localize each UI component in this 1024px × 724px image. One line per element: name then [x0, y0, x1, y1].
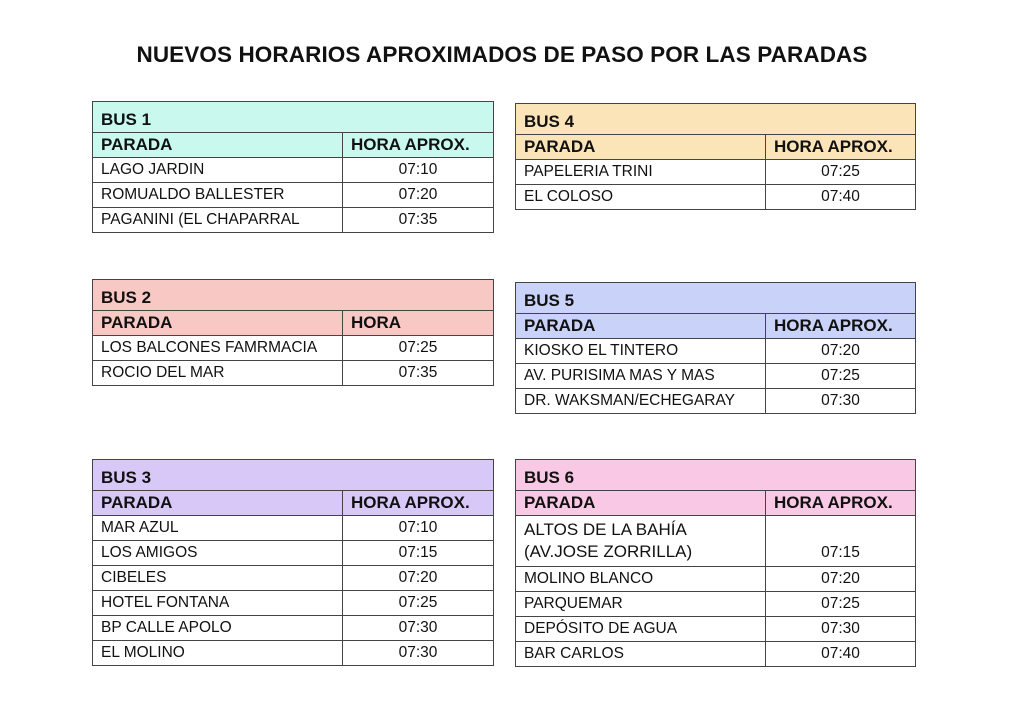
bus-5-table — [515, 282, 916, 414]
stop-name: CIBELES — [93, 566, 343, 591]
table-row — [516, 592, 916, 617]
table-row — [93, 158, 494, 183]
stop-name: EL MOLINO — [93, 641, 343, 666]
stop-time: 07:15 — [766, 516, 916, 567]
stop-time: 07:35 — [343, 361, 494, 386]
column-header-stop: PARADA — [516, 314, 766, 339]
bus-1-header-row — [93, 133, 494, 158]
table-row — [516, 567, 916, 592]
bus-3-table — [92, 459, 494, 666]
stop-name: PAPELERIA TRINI — [516, 160, 766, 185]
table-row — [93, 541, 494, 566]
stop-name: BP CALLE APOLO — [93, 616, 343, 641]
bus-2-header-row — [93, 311, 494, 336]
table-row — [516, 364, 916, 389]
bus-5-header-row — [516, 314, 916, 339]
column-header-stop: PARADA — [93, 491, 343, 516]
stop-name-line-2: (AV.JOSE ZORRILLA) — [524, 542, 693, 561]
table-row — [516, 160, 916, 185]
table-row — [93, 516, 494, 541]
table-row — [93, 361, 494, 386]
bus-5-title: BUS 5 — [516, 283, 916, 314]
stop-time: 07:25 — [766, 160, 916, 185]
stop-time: 07:25 — [343, 336, 494, 361]
table-row — [516, 617, 916, 642]
stop-time: 07:10 — [343, 158, 494, 183]
bus-5-title-row — [516, 283, 916, 314]
stop-time: 07:25 — [766, 364, 916, 389]
stop-name: EL COLOSO — [516, 185, 766, 210]
table-row — [516, 642, 916, 667]
column-header-stop: PARADA — [516, 491, 766, 516]
table-row — [93, 183, 494, 208]
column-header-stop: PARADA — [516, 135, 766, 160]
table-row — [93, 591, 494, 616]
stop-name: MOLINO BLANCO — [516, 567, 766, 592]
bus-3-header-row — [93, 491, 494, 516]
bus-1-title: BUS 1 — [93, 102, 494, 133]
stop-name: KIOSKO EL TINTERO — [516, 339, 766, 364]
stop-time: 07:30 — [766, 617, 916, 642]
column-header-time: HORA APROX. — [343, 491, 494, 516]
stop-name: DR. WAKSMAN/ECHEGARAY — [516, 389, 766, 414]
stop-name: ROMUALDO BALLESTER — [93, 183, 343, 208]
stop-time: 07:40 — [766, 185, 916, 210]
stop-name — [516, 516, 766, 567]
stop-time: 07:25 — [766, 592, 916, 617]
stop-time: 07:15 — [343, 541, 494, 566]
stop-name: PAGANINI (EL CHAPARRAL — [93, 208, 343, 233]
stop-time: 07:20 — [766, 567, 916, 592]
column-header-stop: PARADA — [93, 311, 343, 336]
table-row — [93, 641, 494, 666]
page-title: NUEVOS HORARIOS APROXIMADOS DE PASO POR LAS PARADAS — [136, 42, 868, 67]
stop-name: BAR CARLOS — [516, 642, 766, 667]
table-row — [93, 616, 494, 641]
stop-time: 07:20 — [343, 566, 494, 591]
stop-name: HOTEL FONTANA — [93, 591, 343, 616]
table-row — [93, 336, 494, 361]
bus-4-table — [515, 103, 916, 210]
stop-time: 07:30 — [343, 616, 494, 641]
stop-time: 07:35 — [343, 208, 494, 233]
bus-4-header-row — [516, 135, 916, 160]
table-row — [93, 208, 494, 233]
bus-6-title-row — [516, 460, 916, 491]
stop-name: LAGO JARDIN — [93, 158, 343, 183]
column-header-time: HORA APROX. — [766, 491, 916, 516]
stop-time: 07:30 — [766, 389, 916, 414]
table-row — [93, 566, 494, 591]
stop-name: PARQUEMAR — [516, 592, 766, 617]
column-header-time: HORA APROX. — [766, 314, 916, 339]
stop-time: 07:20 — [343, 183, 494, 208]
stop-name: DEPÓSITO DE AGUA — [516, 617, 766, 642]
bus-4-title: BUS 4 — [516, 104, 916, 135]
stop-time: 07:10 — [343, 516, 494, 541]
column-header-time: HORA APROX. — [766, 135, 916, 160]
table-row — [516, 339, 916, 364]
column-header-time: HORA — [343, 311, 494, 336]
bus-2-table — [92, 279, 494, 386]
bus-6-table — [515, 459, 916, 667]
bus-6-title: BUS 6 — [516, 460, 916, 491]
stop-time: 07:25 — [343, 591, 494, 616]
stop-name-line-1: ALTOS DE LA BAHÍA — [524, 520, 687, 539]
bus-2-title: BUS 2 — [93, 280, 494, 311]
column-header-time: HORA APROX. — [343, 133, 494, 158]
bus-2-title-row — [93, 280, 494, 311]
bus-6-header-row — [516, 491, 916, 516]
stop-name: LOS AMIGOS — [93, 541, 343, 566]
stop-name: ROCIO DEL MAR — [93, 361, 343, 386]
table-row — [516, 516, 916, 567]
stop-name: AV. PURISIMA MAS Y MAS — [516, 364, 766, 389]
bus-3-title-row — [93, 460, 494, 491]
bus-3-title: BUS 3 — [93, 460, 494, 491]
table-row — [516, 185, 916, 210]
table-row — [516, 389, 916, 414]
bus-1-table — [92, 101, 494, 233]
column-header-stop: PARADA — [93, 133, 343, 158]
stop-time: 07:30 — [343, 641, 494, 666]
stop-time: 07:20 — [766, 339, 916, 364]
stop-name: MAR AZUL — [93, 516, 343, 541]
stop-name: LOS BALCONES FAMRMACIA — [93, 336, 343, 361]
stop-time: 07:40 — [766, 642, 916, 667]
bus-4-title-row — [516, 104, 916, 135]
bus-1-title-row — [93, 102, 494, 133]
